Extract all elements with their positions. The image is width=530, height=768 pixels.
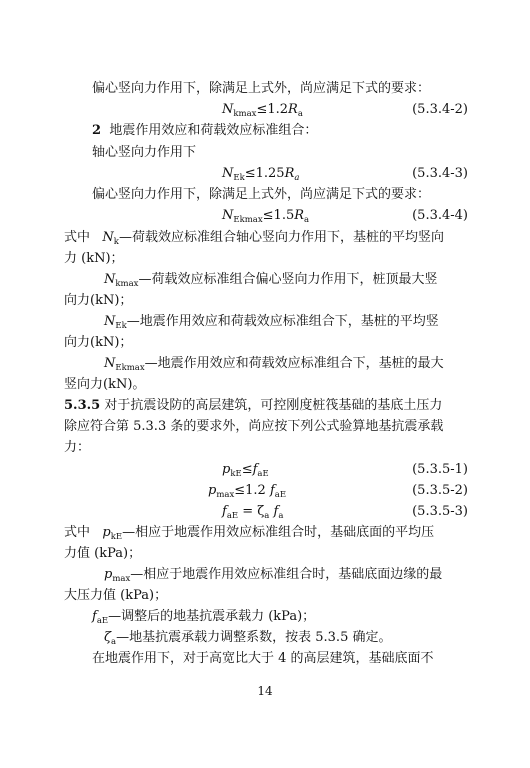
formula-5-3-5-1: $p_{kE}\le f_{aE}$ (222, 462, 269, 479)
section-number: 5.3.5 (64, 398, 101, 413)
paragraph-line: 偏心竖向力作用下，除满足上式外，尚应满足下式的要求： (92, 81, 431, 96)
definition-line: $f_{aE}—$调整后的地基抗震承载力 (kPa)； (92, 609, 316, 626)
definition-line: $N_{kmax}—$荷载效应标准组合偏心竖向力作用下，桩顶最大竖 (104, 272, 438, 289)
page-number: 14 (257, 684, 273, 698)
paragraph-line: 除应符合第 5.3.3 条的要求外，尚应按下列公式验算地基抗震承载 (64, 419, 444, 434)
formula-5-3-4-4: $N_{Ekmax}\le 1.5R_a$ (222, 208, 310, 225)
paragraph-line: 偏心竖向力作用下，除满足上式外，尚应满足下式的要求： (92, 187, 431, 202)
equation-number: (5.3.4-3) (412, 166, 468, 181)
definition-line: 大压力值 (kPa)； (64, 588, 168, 603)
definition-line: 式中 $N_k—$荷载效应标准组合轴心竖向力作用下，基桩的平均竖向 (64, 230, 444, 247)
definition-line: 向力(kN)； (64, 335, 133, 350)
definition-line: $N_{Ekmax}—$地震作用效应和荷载效应标准组合下，基桩的最大 (104, 356, 444, 373)
formula-5-3-5-2: $p_{max}\le 1.2$ $f_{aE}$ (208, 483, 287, 500)
definition-line: 竖向力(kN)。 (64, 377, 146, 392)
definition-line: 力 (kN)； (64, 251, 124, 266)
paragraph-line: 轴心竖向力作用下 (92, 145, 197, 160)
equation-number: (5.3.4-4) (412, 208, 468, 223)
definition-line: $\zeta_a—$地基抗震承载力调整系数，按表 5.3.5 确定。 (104, 630, 392, 647)
equation-number: (5.3.5-3) (412, 504, 468, 519)
definition-line: $p_{max}—$相应于地震作用效应标准组合时，基础底面边缘的最 (104, 567, 443, 584)
equation-number: (5.3.4-2) (412, 102, 468, 117)
definition-line: 向力(kN)； (64, 293, 133, 308)
list-item-number: 2 (92, 123, 102, 138)
formula-5-3-4-2: $N_{kmax}\le 1.2R_a$ (222, 102, 303, 119)
equation-number: (5.3.5-1) (412, 462, 468, 477)
formula-5-3-4-3: $N_{Ek}\le 1.25R_a$ (222, 166, 300, 183)
equation-number: (5.3.5-2) (412, 483, 468, 498)
definition-line: $N_{Ek}—$地震作用效应和荷载效应标准组合下，基桩的平均竖 (104, 314, 439, 331)
definition-line: 力值 (kPa)； (64, 546, 142, 561)
definition-line: 式中 $p_{kE}—$相应于地震作用效应标准组合时，基础底面的平均压 (64, 525, 435, 542)
list-item: 2 地震作用效应和荷载效应标准组合： (92, 123, 318, 138)
section-5-3-5: 5.3.5 对于抗震设防的高层建筑，可控刚度桩筏基础的基底土压力 (64, 398, 443, 413)
paragraph-line: 在地震作用下，对于高宽比大于 4 的高层建筑，基础底面不 (92, 651, 434, 666)
formula-5-3-5-3: $f_{aE} = \zeta_a$ $f_a$ (222, 504, 284, 521)
paragraph-line: 力： (64, 440, 91, 455)
